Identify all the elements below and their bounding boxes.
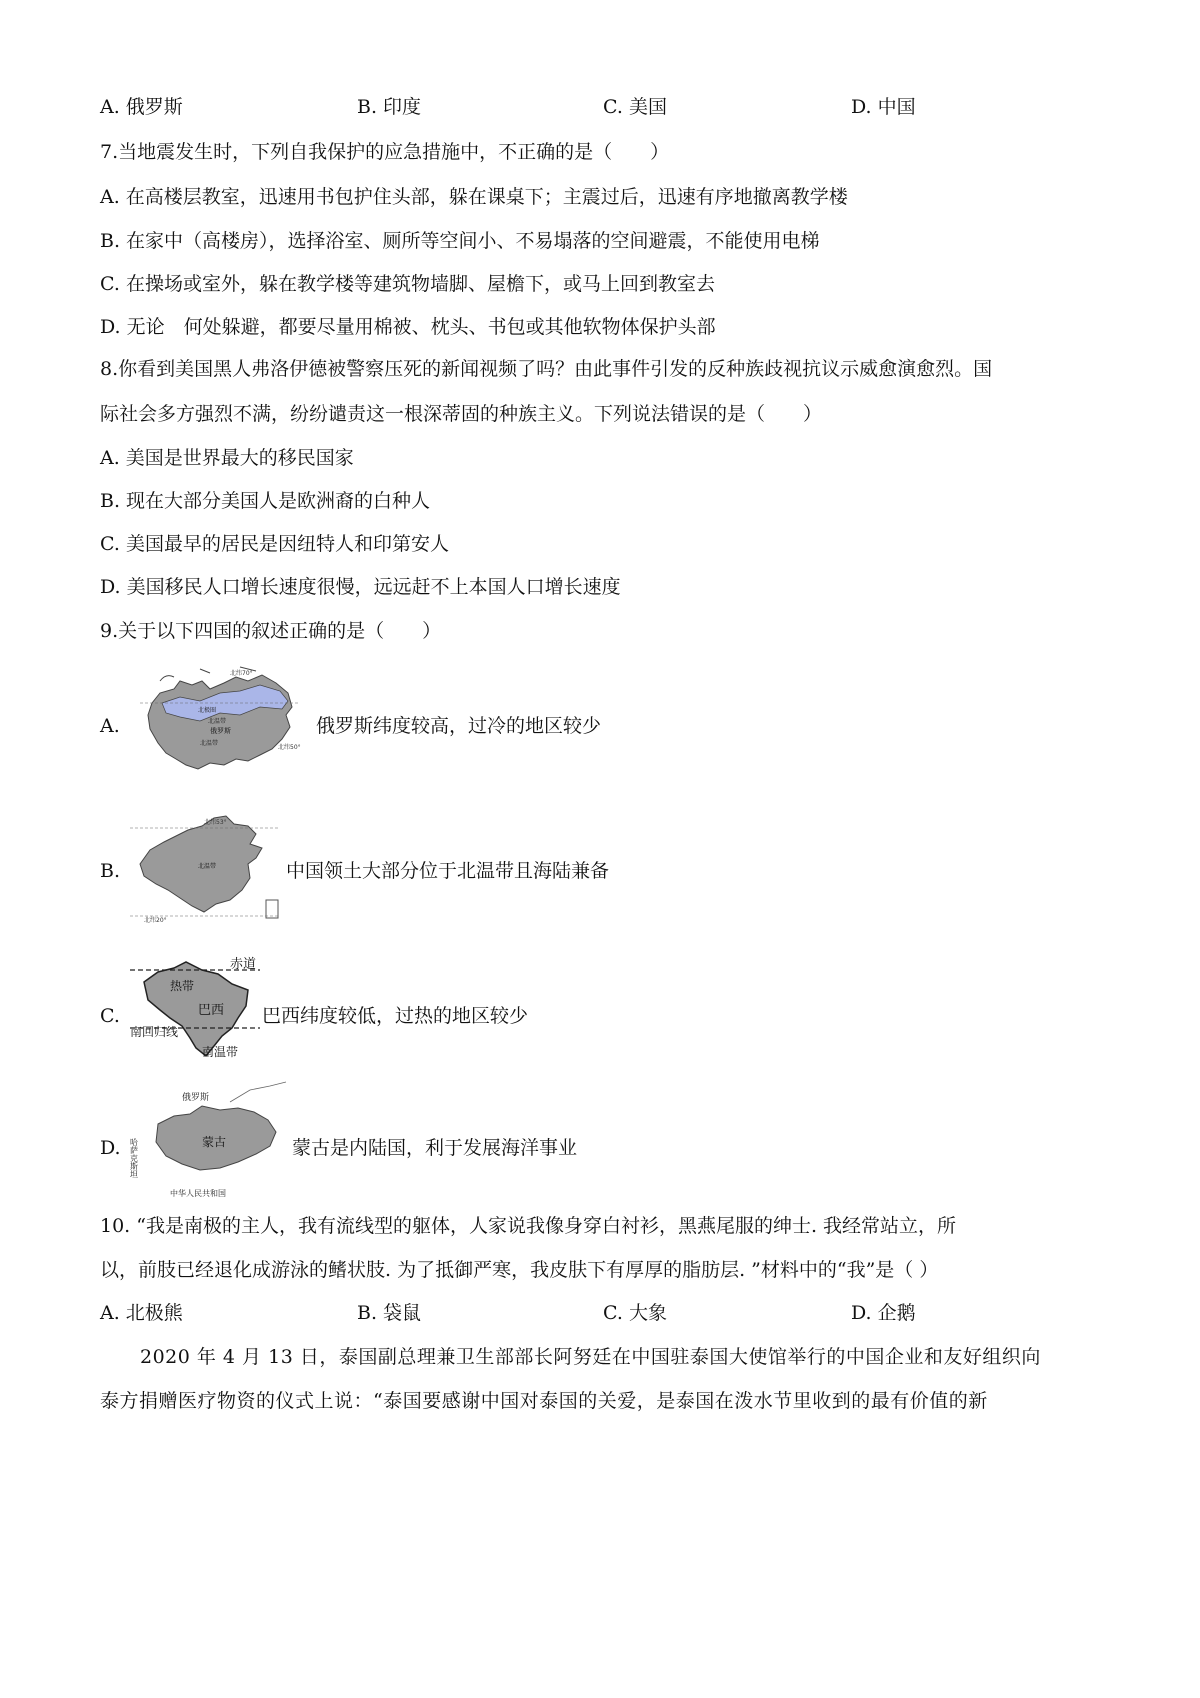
q6-option-d: D. 中国	[851, 96, 916, 118]
q8-stem-line2: 际社会多方强烈不满，纷纷谴责这一根深蒂固的种族主义。下列说法错误的是（ ）	[100, 403, 823, 425]
q10-option-c: C. 大象	[603, 1302, 667, 1324]
china-label-lat53: 北纬53°	[204, 819, 227, 826]
mongolia-label-name: 蒙古	[202, 1135, 227, 1149]
russia-label-temperate2: 北温带	[200, 740, 219, 747]
brazil-label-equator: 赤道	[230, 957, 257, 972]
q7-option-d: D. 无论 何处躲避，都要尽量用棉被、枕头、书包或其他软物体保护头部	[100, 316, 716, 338]
russia-label-lat50: 北纬50°	[278, 744, 301, 751]
q8-option-b: B. 现在大部分美国人是欧洲裔的白种人	[100, 490, 431, 512]
russia-map	[140, 663, 310, 781]
brazil-label-tropical: 热带	[170, 979, 195, 993]
q8-option-d: D. 美国移民人口增长速度很慢，远远赶不上本国人口增长速度	[100, 576, 621, 598]
brazil-map	[130, 956, 264, 1066]
q9-option-b-label: B.	[100, 860, 121, 882]
q8-option-c: C. 美国最早的居民是因纽特人和印第安人	[100, 533, 449, 555]
q9-option-c-label: C.	[100, 1005, 120, 1027]
brazil-label-tropic: 南回归线	[130, 1025, 179, 1039]
china-label-temperate: 北温带	[198, 863, 217, 870]
russia-label-name: 俄罗斯	[210, 727, 231, 735]
russia-label-arctic: 北极圈	[198, 707, 217, 714]
q9-option-a-label: A.	[100, 715, 120, 737]
q9-option-c-text: 巴西纬度较低，过热的地区较少	[262, 1005, 529, 1027]
q9-option-d-label: D.	[100, 1137, 121, 1159]
q7-option-a: A. 在高楼层教室，迅速用书包护住头部，躲在课桌下；主震过后，迅速有序地撤离教学楼	[100, 186, 848, 208]
q6-option-a: A. 俄罗斯	[100, 96, 183, 118]
material-line2: 泰方捐赠医疗物资的仪式上说：“泰国要感谢中国对泰国的关爱，是泰国在泼水节里收到的最有价值的新	[100, 1390, 988, 1412]
russia-label-lat70: 北纬70°	[230, 670, 253, 677]
mongolia-label-russia: 俄罗斯	[182, 1093, 210, 1103]
q8-option-a: A. 美国是世界最大的移民国家	[100, 447, 354, 469]
q7-option-b: B. 在家中（高楼房），选择浴室、厕所等空间小、不易塌落的空间避震，不能使用电梯	[100, 230, 820, 252]
q10-option-b: B. 袋鼠	[357, 1302, 422, 1324]
q10-option-a: A. 北极熊	[100, 1302, 183, 1324]
material-line1: 2020 年 4 月 13 日，泰国副总理兼卫生部部长阿努廷在中国驻泰国大使馆举行的中国企业和友好组织向	[140, 1346, 1041, 1368]
q9-option-d-text: 蒙古是内陆国，利于发展海洋事业	[292, 1137, 578, 1159]
q10-stem-line2: 以，前肢已经退化成游泳的鳍状肢. 为了抵御严寒，我皮肤下有厚厚的脂肪层. ”材料中的“我”是（ ）	[100, 1259, 939, 1281]
q8-stem-line1: 8.你看到美国黑人弗洛伊德被警察压死的新闻视频了吗？由此事件引发的反种族歧视抗议示威愈演愈烈。国	[100, 358, 993, 380]
china-label-lat20: 北纬20°	[144, 917, 167, 924]
q9-stem: 9.关于以下四国的叙述正确的是（ ）	[100, 620, 442, 642]
mongolia-label-kazakh: 哈萨克斯坦	[130, 1138, 139, 1178]
brazil-label-southtemperate: 南温带	[202, 1045, 239, 1059]
q7-option-c: C. 在操场或室外，躲在教学楼等建筑物墙脚、屋檐下，或马上回到教室去	[100, 273, 715, 295]
q9-option-b-text: 中国领土大部分位于北温带且海陆兼备	[286, 860, 610, 882]
mongolia-map	[130, 1080, 292, 1202]
brazil-label-name: 巴西	[198, 1003, 225, 1018]
q10-stem-line1: 10. “我是南极的主人，我有流线型的躯体，人家说我像身穿白衬衫，黑燕尾服的绅士. 我经常站立，所	[100, 1215, 957, 1237]
mongolia-label-china: 中华人民共和国	[170, 1189, 226, 1198]
russia-label-temperate1: 北温带	[208, 718, 227, 725]
china-map	[130, 812, 282, 926]
q6-option-c: C. 美国	[603, 96, 667, 118]
q9-option-a-text: 俄罗斯纬度较高，过冷的地区较少	[316, 715, 602, 737]
q7-stem: 7.当地震发生时，下列自我保护的应急措施中，不正确的是（ ）	[100, 141, 670, 163]
q10-option-d: D. 企鹅	[851, 1302, 916, 1324]
q6-option-b: B. 印度	[357, 96, 422, 118]
